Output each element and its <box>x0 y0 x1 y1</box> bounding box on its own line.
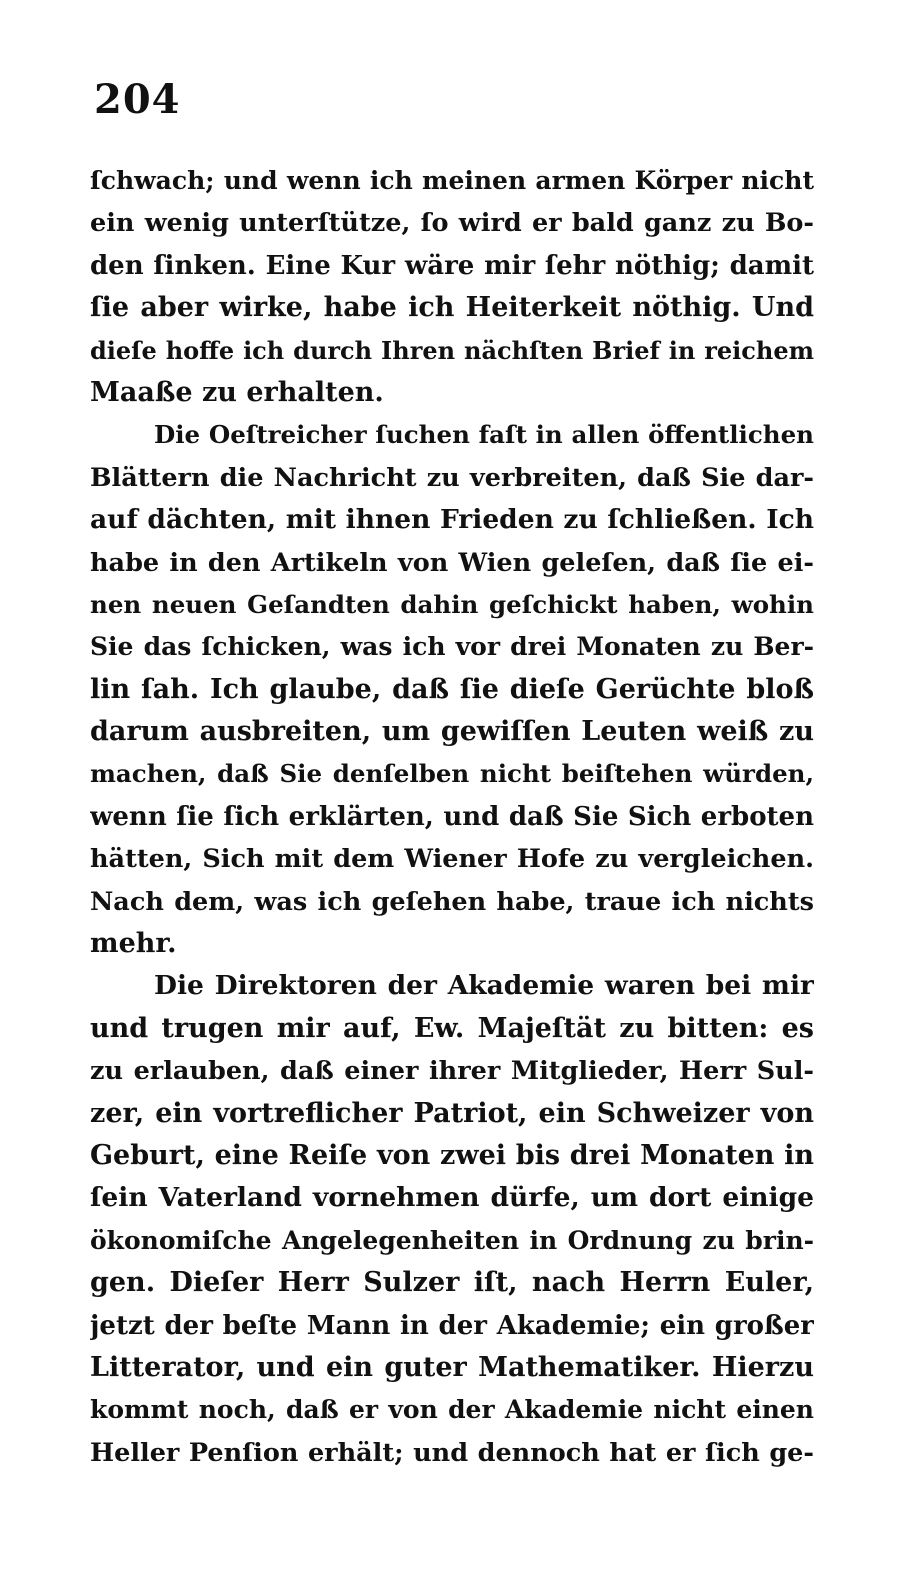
text-line: Die Oeſtreicher ſuchen faſt in allen öffentlichen <box>154 420 814 450</box>
text-line: ſchwach; und wenn ich meinen armen Körper nicht <box>90 166 814 195</box>
text-line: zu erlauben, daß einer ihrer Mitglieder, Herr Sul- <box>90 1056 814 1087</box>
text-line: kommt noch, daß er von der Akademie nicht einen <box>90 1395 814 1425</box>
text-line: Litterator, und ein guter Mathematiker. Hierzu <box>90 1351 814 1383</box>
text-line: Maaße zu erhalten. <box>90 376 384 408</box>
text-line: ökonomiſche Angelegenheiten in Ordnung zu brin- <box>90 1225 814 1255</box>
text-line: den ſinken. Eine Kur wäre mir ſehr nöthig; damit <box>90 250 814 281</box>
text-line: hätten, Sich mit dem Wiener Hofe zu vergleichen. <box>90 844 814 875</box>
text-line: Heller Penſion erhält; und dennoch hat er ſich ge- <box>90 1437 814 1468</box>
text-line: auf dächten, mit ihnen Frieden zu ſchließen. Ich <box>90 504 814 536</box>
text-line: Blättern die Nachricht zu verbreiten, daß Sie dar- <box>90 462 814 493</box>
text-line: ſie aber wirke, habe ich Heiterkeit nöthig. Und <box>90 292 814 324</box>
text-line: wenn ſie ſich erklärten, und daß Sie Sich erboten <box>90 801 814 832</box>
body-text <box>90 160 814 1474</box>
text-line: Die Direktoren der Akademie waren bei mir <box>154 970 814 1002</box>
text-line: Sie das ſchicken, was ich vor drei Monaten zu Ber- <box>90 632 814 662</box>
text-line: habe in den Artikeln von Wien geleſen, daß ſie ei- <box>90 547 814 578</box>
text-line: Geburt, eine Reiſe von zwei bis drei Monaten in <box>90 1139 814 1171</box>
page-number: 204 <box>94 76 181 123</box>
text-line: nen neuen Geſandten dahin geſchickt haben, wohin <box>90 589 814 619</box>
text-line: gen. Dieſer Herr Sulzer iſt, nach Herrn Euler, <box>90 1267 814 1299</box>
text-line: ſein Vaterland vornehmen dürfe, um dort einige <box>90 1182 814 1214</box>
text-line: darum ausbreiten, um gewiſſen Leuten weiß zu <box>90 716 814 748</box>
text-line: dieſe hoffe ich durch Ihren nächſten Brief in reichem <box>90 335 814 365</box>
text-line: ein wenig unterſtütze, ſo wird er bald ganz zu Bo- <box>90 208 814 239</box>
text-line: jetzt der beſte Mann in der Akademie; ein großer <box>90 1310 814 1341</box>
text-line: Nach dem, was ich geſehen habe, traue ich nichts <box>90 886 814 917</box>
text-line: und trugen mir auf, Ew. Majeſtät zu bitten: es <box>90 1012 814 1044</box>
text-line: mehr. <box>90 928 177 960</box>
text-line: zer, ein vortreflicher Patriot, ein Schweizer von <box>90 1097 814 1129</box>
text-line: lin ſah. Ich glaube, daß ſie dieſe Gerüchte bloß <box>90 673 814 705</box>
text-line: machen, daß Sie denſelben nicht beiſtehen würden, <box>90 759 814 789</box>
